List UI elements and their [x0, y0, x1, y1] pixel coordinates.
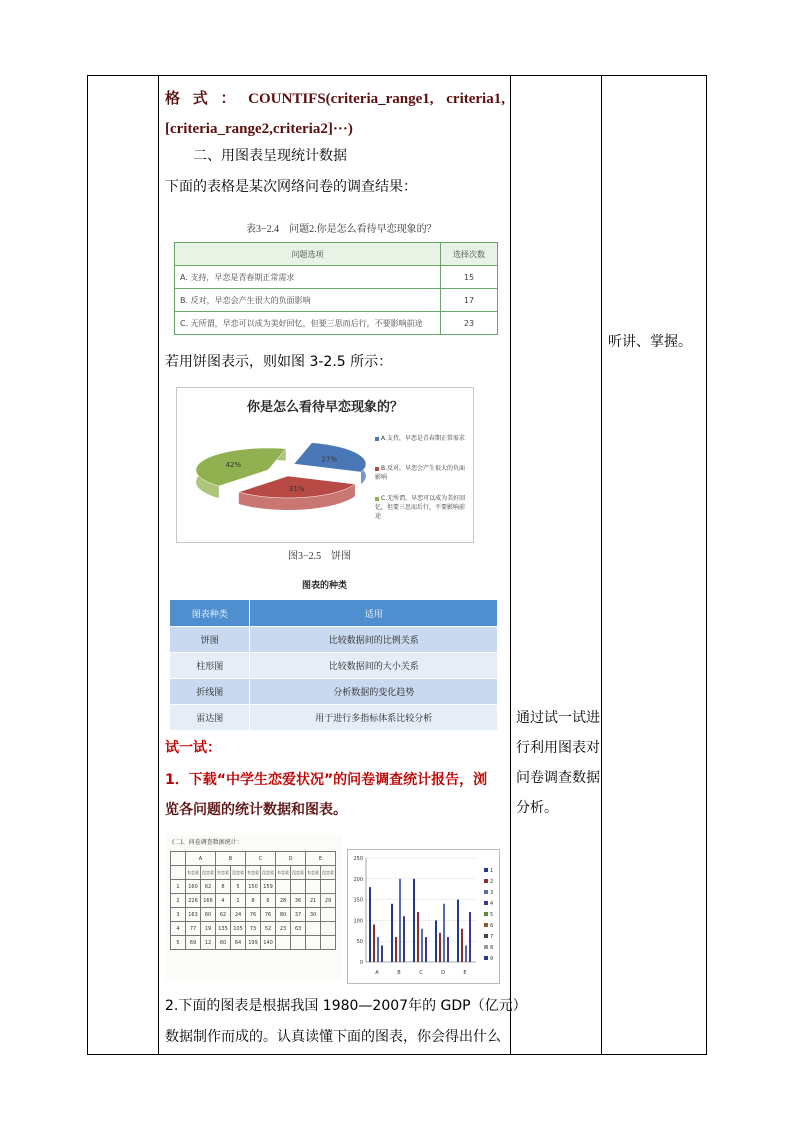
legend-label: 9: [490, 956, 494, 962]
survey-cell: 159: [261, 880, 276, 894]
legend-swatch: [484, 956, 488, 960]
survey-group-header: C: [246, 852, 276, 866]
legend-label: 3: [490, 890, 494, 896]
bar: [457, 900, 459, 962]
survey-cell: 163: [186, 908, 201, 922]
bar: [461, 929, 463, 962]
legend-label: 7: [490, 934, 494, 940]
count-cell: 15: [441, 266, 498, 289]
survey-subheader: 没恋爱: [231, 866, 246, 880]
survey-cell: 62: [216, 908, 231, 922]
survey-cell: 76: [261, 908, 276, 922]
survey-group-header: A: [186, 852, 216, 866]
y-tick-label: 50: [356, 939, 363, 946]
table-row: [175, 312, 498, 335]
legend-label: C.无所谓，早恋可以成为美好回忆，但要三思而后行，不要影响前途: [375, 495, 466, 520]
legend-swatch: [484, 890, 488, 894]
pie-intro: 若用饼图表示，则如图 3-2.5 所示：: [165, 354, 393, 370]
task1-line-1: 1．下载“中学生恋爱状况”的问卷调查统计报告，浏: [165, 772, 488, 788]
survey-subheader: 没恋爱: [201, 866, 216, 880]
legend-swatch: [484, 868, 488, 872]
survey-cell: 6: [261, 894, 276, 908]
table-row: [171, 894, 336, 908]
survey-cell: 3: [171, 908, 186, 922]
use-cell: 比较数据间的比例关系: [250, 627, 498, 653]
survey-cell: [291, 880, 306, 894]
survey-cell: 37: [291, 908, 306, 922]
x-tick-label: A: [375, 970, 379, 976]
student-activity-text: 听讲、掌握。: [608, 334, 692, 350]
chart-kinds-table: [169, 599, 498, 731]
bar-chart: [347, 849, 500, 984]
x-tick-label: E: [463, 970, 467, 976]
legend-swatch: [484, 934, 488, 938]
survey-cell: 28: [276, 894, 291, 908]
survey-cell: 60: [201, 908, 216, 922]
bar: [439, 933, 441, 962]
survey-cell: 77: [186, 922, 201, 936]
survey-cell: [321, 908, 336, 922]
y-tick-label: 100: [353, 918, 363, 925]
legend-label: B.反对，早恋会产生很大的负面影响: [375, 465, 466, 481]
intro-text: 下面的表格是某次网络问卷的调查结果：: [165, 179, 417, 195]
survey-result-table: [174, 242, 498, 335]
bar: [413, 879, 415, 962]
kinds-caption: 图表的种类: [302, 581, 348, 591]
survey-cell: [321, 880, 336, 894]
survey-subheader: 有恋爱: [276, 866, 291, 880]
table-row: [175, 289, 498, 312]
survey-cell: [321, 922, 336, 936]
survey-group-header: B: [216, 852, 246, 866]
option-cell: B. 反对，早恋会产生很大的负面影响: [175, 289, 441, 312]
bar: [399, 879, 401, 962]
survey-cell: 199: [246, 936, 261, 950]
legend-label: 2: [490, 879, 494, 885]
y-tick-label: 200: [353, 876, 363, 883]
legend-label: 5: [490, 912, 494, 918]
kind-cell: 柱形图: [170, 653, 250, 679]
survey-cell: 5: [171, 936, 186, 950]
y-tick-label: 150: [353, 897, 363, 904]
column-divider: [601, 75, 602, 1055]
survey-cell: 8: [246, 894, 261, 908]
legend-label: 1: [490, 868, 494, 874]
legend-swatch: [484, 923, 488, 927]
survey-subheader: 有恋爱: [186, 866, 201, 880]
pie-chart-title: 你是怎么看待早恋现象的？: [246, 400, 403, 415]
survey-cell: 135: [216, 922, 231, 936]
teacher-activity-text: 通过试一试进行利用图表对问卷调查数据分析。: [516, 710, 600, 816]
table-row: [175, 266, 498, 289]
survey-cell: [321, 936, 336, 950]
use-cell: 分析数据的变化趋势: [250, 679, 498, 705]
pie-legend-item: [375, 494, 469, 521]
bar: [417, 912, 419, 962]
format-word: 式: [192, 91, 208, 107]
survey-cell: 73: [246, 922, 261, 936]
survey-cell: 80: [276, 908, 291, 922]
survey-group-header: E: [306, 852, 336, 866]
option-cell: C. 无所谓，早恋可以成为美好回忆，但要三思而后行，不要影响前途: [175, 312, 441, 335]
bar: [391, 904, 393, 962]
table-row: [171, 908, 336, 922]
survey-cell: 76: [246, 908, 261, 922]
bar: [421, 929, 423, 962]
kind-cell: 折线图: [170, 679, 250, 705]
survey-cell: [306, 922, 321, 936]
legend-swatch: [484, 879, 488, 883]
pie-chart-canvas: [187, 418, 387, 538]
survey-cell: 69: [186, 936, 201, 950]
table-header: 问题选项: [175, 243, 441, 266]
pie-data-label: 31%: [288, 484, 305, 493]
y-tick-label: 0: [359, 960, 363, 966]
table-caption: 表3−2.4 问题2.你是怎么看待早恋现象的？: [246, 224, 437, 235]
survey-cell: 60: [216, 936, 231, 950]
try-heading: 试一试：: [165, 740, 221, 756]
pie-legend-item: [375, 464, 469, 482]
table-row: [171, 922, 336, 936]
legend-label: A.支持，早恋是青春期正常需求: [381, 435, 465, 442]
pie-caption: 图3−2.5 饼图: [288, 551, 352, 562]
survey-group-header: D: [276, 852, 306, 866]
survey-cell: 2: [171, 894, 186, 908]
section-heading: 二、用图表呈现统计数据: [193, 148, 347, 164]
bar: [465, 945, 467, 962]
bar: [435, 920, 437, 962]
format-word: 格: [165, 91, 181, 107]
x-tick-label: B: [397, 970, 401, 976]
x-tick-label: C: [419, 970, 423, 976]
column-divider: [510, 75, 511, 1055]
format-word: ：: [220, 91, 236, 107]
table-row: [170, 653, 498, 679]
survey-cell: 5: [231, 880, 246, 894]
table-header: 选择次数: [441, 243, 498, 266]
survey-cell: [306, 880, 321, 894]
pie-chart: [176, 387, 474, 543]
count-cell: 17: [441, 289, 498, 312]
table-row: [171, 880, 336, 894]
survey-subheader: 没恋爱: [261, 866, 276, 880]
survey-cell: [306, 936, 321, 950]
option-cell: A. 支持，早恋是青春期正常需求: [175, 266, 441, 289]
bar: [373, 925, 375, 962]
legend-swatch: [484, 912, 488, 916]
pie-data-label: 42%: [225, 461, 242, 470]
table-row: [170, 705, 498, 731]
task2-line-2: 数据制作而成的。认真读懂下面的图表，你会得出什么: [165, 1029, 501, 1045]
kind-cell: 雷达图: [170, 705, 250, 731]
survey-cell: 29: [321, 894, 336, 908]
table-row: [171, 936, 336, 950]
table-row: [170, 627, 498, 653]
table-header: 图表种类: [170, 600, 250, 627]
kind-cell: 饼图: [170, 627, 250, 653]
bar: [377, 937, 379, 962]
x-tick-label: D: [441, 970, 445, 976]
survey-subheader: 没恋爱: [291, 866, 306, 880]
format-word: criteria1,: [446, 91, 505, 107]
use-cell: 用于进行多指标体系比较分析: [250, 705, 498, 731]
survey-subheader: 有恋爱: [246, 866, 261, 880]
survey-subheader: 有恋爱: [216, 866, 231, 880]
survey-cell: 30: [306, 908, 321, 922]
survey-cell: [291, 936, 306, 950]
bar: [395, 937, 397, 962]
survey-cell: [276, 880, 291, 894]
bar: [369, 887, 371, 962]
y-tick-label: 250: [353, 856, 363, 862]
legend-swatch: [484, 901, 488, 905]
survey-cell: 8: [216, 880, 231, 894]
column-divider: [158, 75, 159, 1055]
bar: [469, 912, 471, 962]
survey-cell: 36: [291, 894, 306, 908]
survey-cell: 160: [186, 880, 201, 894]
legend-label: 6: [490, 923, 494, 929]
survey-cell: 12: [201, 936, 216, 950]
bar: [381, 945, 383, 962]
survey-cell: 1: [171, 880, 186, 894]
survey-cell: 105: [231, 922, 246, 936]
survey-subheader: 没恋爱: [321, 866, 336, 880]
survey-cell: 52: [261, 922, 276, 936]
bar: [425, 937, 427, 962]
legend-label: 8: [490, 945, 494, 951]
bar: [447, 937, 449, 962]
bar: [403, 916, 405, 962]
survey-stats-title: (二)、问卷调查数据统计：: [172, 839, 243, 846]
survey-cell: 62: [201, 880, 216, 894]
survey-stats-table: [170, 851, 336, 950]
survey-cell: 4: [216, 894, 231, 908]
legend-swatch: [484, 945, 488, 949]
table-row: [170, 679, 498, 705]
survey-cell: 64: [231, 936, 246, 950]
survey-cell: 21: [306, 894, 321, 908]
survey-subheader: 有恋爱: [306, 866, 321, 880]
survey-cell: 19: [201, 922, 216, 936]
survey-cell: 4: [171, 922, 186, 936]
survey-cell: 166: [201, 894, 216, 908]
survey-cell: 23: [276, 922, 291, 936]
survey-cell: 24: [231, 908, 246, 922]
survey-cell: 1: [231, 894, 246, 908]
survey-cell: 150: [246, 880, 261, 894]
bar-chart-canvas: [348, 850, 499, 983]
pie-data-label: 27%: [321, 455, 338, 464]
countifs-format: [165, 84, 505, 144]
survey-cell: 140: [261, 936, 276, 950]
survey-cell: 63: [291, 922, 306, 936]
bar: [443, 904, 445, 962]
table-header: 适用: [250, 600, 498, 627]
survey-cell: 226: [186, 894, 201, 908]
survey-stats-image: [166, 835, 342, 980]
legend-label: 4: [490, 901, 494, 907]
count-cell: 23: [441, 312, 498, 335]
survey-cell: [276, 936, 291, 950]
format-word: COUNTIFS(criteria_range1,: [248, 91, 434, 107]
format-line-2: [criteria_range2,criteria2]···): [165, 121, 353, 137]
task2-line-1: 2.下面的图表是根据我国 1980—2007年的 GDP（亿元）: [165, 998, 527, 1014]
task1-line-2: 览各问题的统计数据和图表。: [165, 802, 347, 818]
pie-legend-item: [375, 434, 469, 443]
use-cell: 比较数据间的大小关系: [250, 653, 498, 679]
